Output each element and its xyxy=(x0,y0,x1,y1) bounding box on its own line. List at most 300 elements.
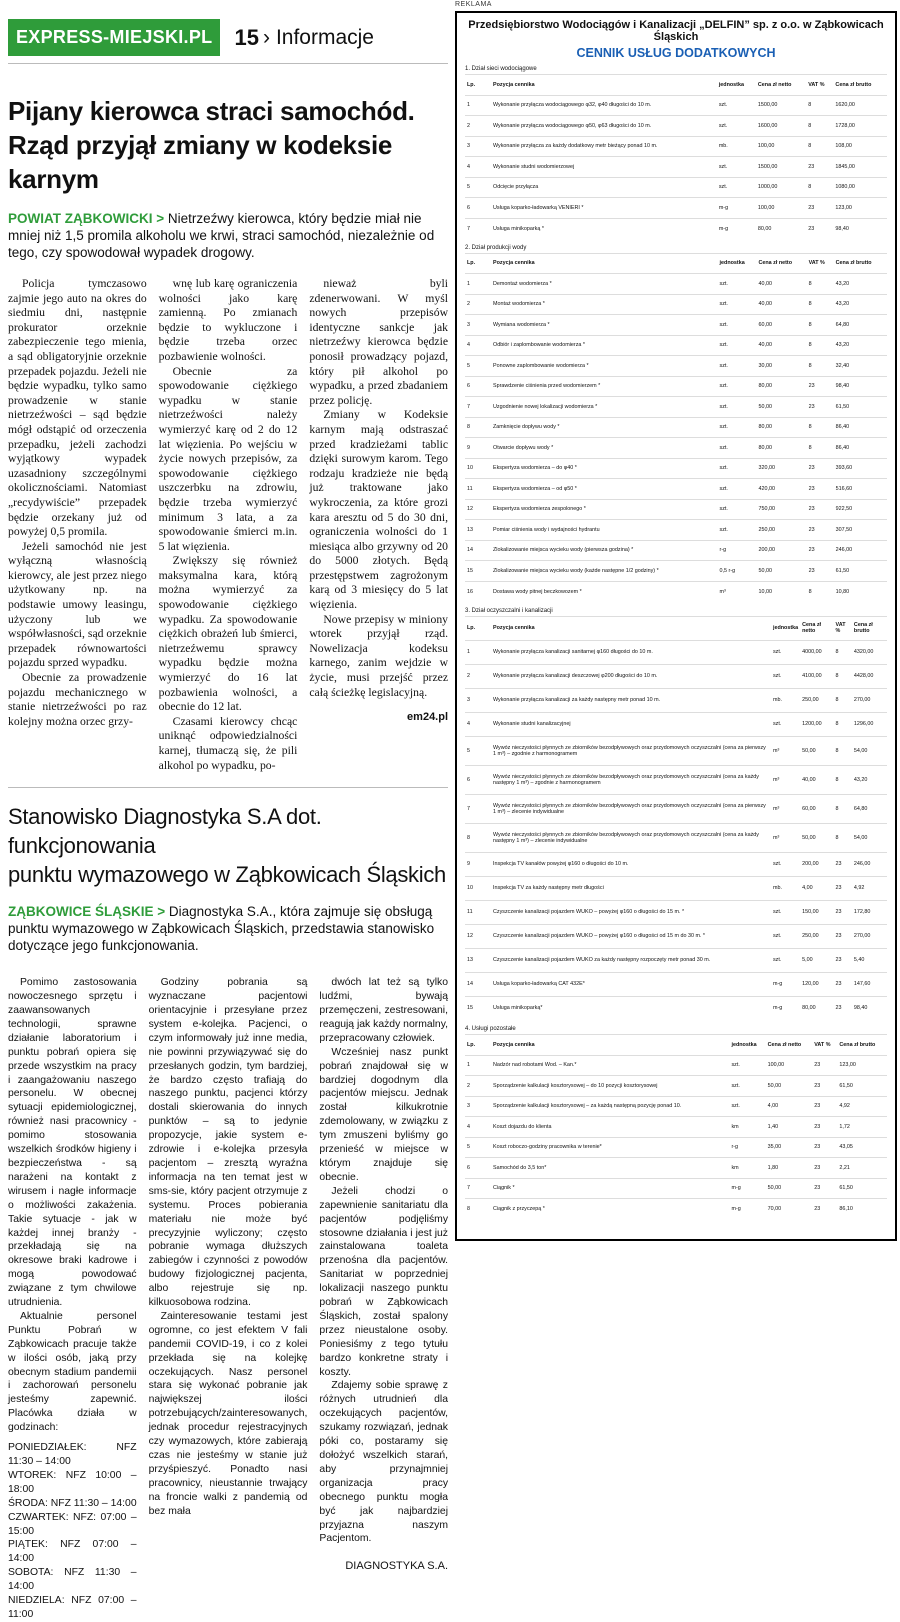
table-cell: m-g xyxy=(729,1199,765,1220)
table-row xyxy=(465,356,887,377)
table-row xyxy=(465,438,887,459)
table-cell: 2 xyxy=(465,116,491,137)
article1-title: Pijany kierowca straci samochód. Rząd przyjął zmiany w kodeksie karnym xyxy=(8,96,415,194)
table-cell: szt. xyxy=(729,1055,765,1076)
price-list-sections xyxy=(465,66,887,1219)
table-cell: m-g xyxy=(717,198,756,219)
table-cell: 23 xyxy=(807,540,834,561)
price-section-title: 2. Dział produkcji wody xyxy=(465,244,527,251)
table-cell: 43,05 xyxy=(837,1137,887,1158)
table-cell: 5 xyxy=(465,356,491,377)
table-cell: Wymiana wodomierza * xyxy=(491,315,718,336)
table-cell: Wykonanie studni wodomierzowej xyxy=(491,157,717,178)
table-cell: 86,10 xyxy=(837,1199,887,1220)
table-cell: szt. xyxy=(718,274,757,295)
column-header: Lp. xyxy=(465,75,491,96)
table-cell: mb. xyxy=(717,136,756,157)
table-cell: 1 xyxy=(465,1055,491,1076)
table-cell: 8 xyxy=(834,664,852,688)
article2-col3 xyxy=(319,976,448,1622)
table-cell: szt. xyxy=(717,177,756,198)
table-cell: Koszt roboczo-godziny pracownika w terenie* xyxy=(491,1137,729,1158)
table-cell: Sporządzenie kalkulacji kosztorysowej – do 10 pozycji kosztorysowej xyxy=(491,1076,729,1097)
table-row xyxy=(465,1055,887,1076)
column-header: Cena zł netto xyxy=(800,616,833,640)
table-cell: szt. xyxy=(718,479,757,500)
table-cell: 86,40 xyxy=(834,438,887,459)
table-cell: 4 xyxy=(465,335,491,356)
price-table xyxy=(465,1034,887,1219)
table-cell: 4,00 xyxy=(766,1096,813,1117)
article2-body xyxy=(8,976,448,1622)
table-cell: 23 xyxy=(834,924,852,948)
table-cell: 23 xyxy=(834,852,852,876)
table-cell: 6 xyxy=(465,1158,491,1179)
table-cell: 80,00 xyxy=(756,417,806,438)
table-cell: 4320,00 xyxy=(852,640,887,664)
table-cell: 23 xyxy=(807,499,834,520)
table-cell: 8 xyxy=(807,356,834,377)
hours-line: PONIEDZIAŁEK: NFZ 11:30 – 14:00 xyxy=(8,1442,137,1467)
table-cell: Wywóz nieczystości płynnych ze zbiorników bezodpływowych oraz przydomowych oczyszczalni (cena za każdy następny 1 m³) – zgodnie z harmonogramem xyxy=(491,765,771,794)
table-row xyxy=(465,1178,887,1199)
table-cell: 100,00 xyxy=(766,1055,813,1076)
paragraph: Nowe przepisy w miniony wtorek przyjął rząd. Nowelizacja kodeksu karnego, zanim wejdzie w życie, musi przejść przez całą ścieżkę legislacyjną. xyxy=(309,612,449,699)
table-header xyxy=(465,75,887,96)
table-cell: 246,00 xyxy=(834,540,887,561)
table-row xyxy=(465,664,887,688)
table-cell: 7 xyxy=(465,794,491,823)
table-cell: Czyszczenie kanalizacji pojazdem WUKO – powyżej φ160 o długości do 15 m. * xyxy=(491,900,771,924)
table-cell: 8 xyxy=(465,823,491,852)
table-cell: 8 xyxy=(806,95,833,116)
table-cell: 2,21 xyxy=(837,1158,887,1179)
article1-col3 xyxy=(309,277,448,773)
table-cell: 23 xyxy=(812,1178,837,1199)
table-cell: 150,00 xyxy=(800,900,833,924)
paragraph: Aktualnie personel Punktu Pobrań w Ząbkowicach pracuje także w ilości osób, jaką przy obecnym stadium pandemii i zachorowań personelu jesteśmy zapewnić. Placówka działa w godzinach: xyxy=(8,1310,137,1434)
paragraph: Jeżeli chodzi o zapewnienie sanitariatu dla pacjentów podjęliśmy stosowne działania i jest już zainstalowana toaleta przenośna dla pacjentów. Sanitariat w poprzedniej lokalizacji naszego punktu pobrań w Ząbkowicach Śląskich, został spalony przez nieustalone osoby. Poniesiśmy z tego tytułu bardzo konkretne straty i koszty. xyxy=(319,1185,449,1378)
table-cell: 1728,00 xyxy=(833,116,887,137)
table-cell: mb. xyxy=(771,688,800,712)
table-cell: 108,00 xyxy=(833,136,887,157)
column-header: jednostka xyxy=(717,75,756,96)
table-cell: 8 xyxy=(834,736,852,765)
table-cell: 15 xyxy=(465,996,491,1020)
hours-line: PIĄTEK: NFZ 07:00 – 14:00 xyxy=(8,1539,137,1565)
table-cell: szt. xyxy=(717,95,756,116)
table-cell: 14 xyxy=(465,540,491,561)
table-cell: 61,50 xyxy=(834,397,887,418)
column-header: Pozycja cennika xyxy=(491,253,718,274)
table-cell: m-g xyxy=(771,972,800,996)
paragraph: Pomimo zastosowania nowoczesnego sprzętu i zaawansowanych technologii, sprawne działanie laboratorium i punktu pobrań opiera się przede wszystkim na pracy i zaangażowaniu naszego personelu. W obecnej sytuacji epidemiologicznej, również nasi pracownicy - pomimo stosowania wszelkich środków higieny i bezpieczeństwa - są narażeni na kontakt z wirusem i nagłe informacje o możliwości zakażenia. Takie sytuacje - jak w każdej innej branży - przekładają się na okresowe braki kadrowe i mogą powodować związane z tym chwilowe utrudnienia. xyxy=(8,977,137,1309)
table-cell: Odbiór i zaplombowanie wodomierza * xyxy=(491,335,718,356)
table-cell: 1,40 xyxy=(766,1117,813,1138)
table-row xyxy=(465,294,887,315)
table-cell: szt. xyxy=(771,852,800,876)
table-cell: 4,92 xyxy=(852,876,887,900)
table-cell: 2 xyxy=(465,1076,491,1097)
table-cell: 123,00 xyxy=(833,198,887,219)
table-cell: Wywóz nieczystości płynnych ze zbiorników bezodpływowych oraz przydomowych oczyszczalni (cena za pierwszy 1 m³) – zlecenie indywidualne xyxy=(491,794,771,823)
table-row xyxy=(465,924,887,948)
table-cell: 4 xyxy=(465,157,491,178)
table-cell: szt. xyxy=(718,520,757,541)
table-row xyxy=(465,561,887,582)
article2-col1 xyxy=(8,976,137,1622)
table-cell: m³ xyxy=(771,794,800,823)
table-cell: Zlokalizowanie miejsca wycieku wody (pierwsza godzina) * xyxy=(491,540,718,561)
table-row xyxy=(465,499,887,520)
table-row xyxy=(465,136,887,157)
table-cell: 50,00 xyxy=(800,823,833,852)
table-header xyxy=(465,616,887,640)
table-row xyxy=(465,95,887,116)
table-cell: 98,40 xyxy=(852,996,887,1020)
table-cell: szt. xyxy=(771,900,800,924)
table-cell: Usługa koparko-ładowarką CAT 432E* xyxy=(491,972,771,996)
article1-signature: em24.pl xyxy=(407,711,449,724)
table-row xyxy=(465,198,887,219)
table-cell: 43,20 xyxy=(834,274,887,295)
opening-hours xyxy=(8,1441,137,1622)
table-cell: Wywóz nieczystości płynnych ze zbiorników bezodpływowych oraz przydomowych oczyszczalni (cena za pierwszy 1 m³) – zgodnie z harmonogramem xyxy=(491,736,771,765)
table-cell: 50,00 xyxy=(800,736,833,765)
table-cell: 4,00 xyxy=(800,876,833,900)
table-cell: 23 xyxy=(812,1199,837,1220)
table-cell: 40,00 xyxy=(756,274,806,295)
table-cell: 23 xyxy=(806,198,833,219)
paragraph: Obecnie za prowadzenie pojazdu mechanicznego w stanie nietrzeźwości po raz kolejny można orzec grzy- xyxy=(8,671,147,728)
table-cell: 23 xyxy=(807,561,834,582)
table-cell: 9 xyxy=(465,438,491,459)
table-cell: 250,00 xyxy=(800,688,833,712)
table-cell: 8 xyxy=(834,765,852,794)
table-cell: 50,00 xyxy=(766,1178,813,1199)
table-row xyxy=(465,736,887,765)
table-header xyxy=(465,1035,887,1056)
table-cell: 1000,00 xyxy=(756,177,806,198)
table-cell: 23 xyxy=(812,1158,837,1179)
table-cell: 23 xyxy=(834,948,852,972)
table-cell: 40,00 xyxy=(756,294,806,315)
price-table xyxy=(465,253,887,602)
left-column xyxy=(8,0,448,1622)
table-cell: Ekspertyza wodomierza – od φ50 * xyxy=(491,479,718,500)
table-row xyxy=(465,1076,887,1097)
column-header: VAT % xyxy=(806,75,833,96)
table-cell: Czyszczenie kanalizacji pojazdem WUKO – powyżej φ160 o długości od 15 m do 30 m. * xyxy=(491,924,771,948)
table-row xyxy=(465,794,887,823)
table-cell: Wykonanie przyłącza wodociągowego φ32, φ40 długości do 10 m. xyxy=(491,95,717,116)
table-row xyxy=(465,479,887,500)
table-cell: Demontaż wodomierza * xyxy=(491,274,718,295)
table-cell: 8 xyxy=(806,177,833,198)
table-row xyxy=(465,116,887,137)
table-cell: 1080,00 xyxy=(833,177,887,198)
table-cell: 14 xyxy=(465,972,491,996)
table-cell: Wykonanie przyłącza wodociągowego φ50, φ63 długości do 10 m. xyxy=(491,116,717,137)
table-cell: 250,00 xyxy=(756,520,806,541)
article1-col1 xyxy=(8,277,147,773)
table-cell: m³ xyxy=(771,736,800,765)
table-cell: Odcięcie przyłącza xyxy=(491,177,717,198)
hours-line: NIEDZIELA: NFZ 07:00 – 11:00 xyxy=(8,1595,137,1620)
table-cell: 10,80 xyxy=(834,581,887,602)
table-cell: 61,50 xyxy=(837,1178,887,1199)
table-cell: Dostawa wody pitnej beczkowozem * xyxy=(491,581,718,602)
table-cell: 100,00 xyxy=(756,198,806,219)
table-cell: 1500,00 xyxy=(756,157,806,178)
table-cell: 23 xyxy=(807,520,834,541)
table-cell: 1296,00 xyxy=(852,712,887,736)
table-cell: 61,50 xyxy=(834,561,887,582)
table-cell: Sprawdzenie ciśnienia przed wodomierzem * xyxy=(491,376,718,397)
table-cell: 2 xyxy=(465,294,491,315)
table-cell: 8 xyxy=(807,581,834,602)
table-cell: 4 xyxy=(465,1117,491,1138)
table-cell: 1500,00 xyxy=(756,95,806,116)
table-cell: 5 xyxy=(465,177,491,198)
table-cell: 8 xyxy=(834,640,852,664)
table-cell: 8 xyxy=(465,1199,491,1220)
price-table xyxy=(465,74,887,239)
table-row xyxy=(465,397,887,418)
column-header: Lp. xyxy=(465,253,491,274)
table-cell: 16 xyxy=(465,581,491,602)
table-row xyxy=(465,972,887,996)
article1-body xyxy=(8,277,448,773)
table-cell: 3 xyxy=(465,688,491,712)
table-cell: Pomiar ciśnienia wody i wydajności hydrantu xyxy=(491,520,718,541)
table-row xyxy=(465,948,887,972)
table-cell: 80,00 xyxy=(756,376,806,397)
table-cell: 70,00 xyxy=(766,1199,813,1220)
paragraph: Zdajemy sobie sprawę z różnych utrudnień dla oczekujących pacjentów, szukamy rozwiązań, jednak póki co, postaramy się dołożyć wszelkich starań, aby przynajmniej organizacja pracy obecnego punktu mogła być jak najbardziej przyjazna naszym Pacjentom. xyxy=(319,1380,449,1545)
table-cell: 23 xyxy=(812,1137,837,1158)
table-row xyxy=(465,1117,887,1138)
table-row xyxy=(465,640,887,664)
hours-line: WTOREK: NFZ 10:00 – 18:00 xyxy=(8,1469,137,1495)
table-cell: 8 xyxy=(834,794,852,823)
table-row xyxy=(465,1096,887,1117)
article2-col2 xyxy=(149,976,308,1622)
table-cell: m³ xyxy=(771,765,800,794)
column-header: jednostka xyxy=(729,1035,765,1056)
table-cell: 5 xyxy=(465,736,491,765)
table-cell: r-g xyxy=(729,1137,765,1158)
table-cell: Wykonanie przyłącza za każdy dodatkowy metr bieżący ponad 10 m. xyxy=(491,136,717,157)
price-section-title: 3. Dział oczyszczalni i kanalizacji xyxy=(465,607,553,614)
table-row xyxy=(465,852,887,876)
table-cell: 10,00 xyxy=(756,581,806,602)
table-cell: 12 xyxy=(465,924,491,948)
hours-line: SOBOTA: NFZ 11:30 – 14:00 xyxy=(8,1567,137,1593)
table-cell: 12 xyxy=(465,499,491,520)
table-cell: km xyxy=(729,1158,765,1179)
section-arrow: › xyxy=(262,25,270,49)
article1-lead: POWIAT ZĄBKOWICKI > Nietrzeźwy kierowca, który będzie miał nie mniej niż 1,5 promila alkoholu we krwi, straci samochód, niezależnie od tego, czy spowodował wypadek drogowy. xyxy=(8,211,435,260)
table-cell: Nadzór nad robotami Wod. – Kan.* xyxy=(491,1055,729,1076)
article2-lead: ZĄBKOWICE ŚLĄSKIE > Diagnostyka S.A., która zajmuje się obsługą punktu wymazowego w Ząbkowicach Śląskich, przedstawia stanowisko dotyczące jego funkcjonowania. xyxy=(8,904,435,954)
table-cell: 40,00 xyxy=(756,335,806,356)
table-cell: 3 xyxy=(465,315,491,336)
column-header: Cena zł brutto xyxy=(833,75,887,96)
table-cell: szt. xyxy=(718,438,757,459)
paragraph: Zwiększy się również maksymalna kara, którą można wymierzyć za spowodowanie ciężkiego wypadku. Za spowodowanie ciężkich obrażeń lub śmierci, nietrzeźwemu sprawcy wypadku będzie można wymierzyć do 16 lat pozbawienia wolności, a obecnie do 12 lat. xyxy=(158,554,298,714)
column-header: Cena zł netto xyxy=(756,253,806,274)
table-cell: 1200,00 xyxy=(800,712,833,736)
paragraph: Policja tymczasowo zajmie jego auto na okres do siedmiu dni, następnie prokurator orzeknie zabezpieczenie tego mienia, a sąd obligatoryjnie orzeknie przepadek pojazdu. Jeżeli nie będzie wypadku, tylko samo prowadzenie w stanie nietrzeźwości – sąd będzie mógł odstąpić od orzeczenia przepadku, jeżeli zachodzi wyjątkowy wypadek uzasadniony szczególnymi okolicznościami. Natomiast „recydywiście” przepadek będzie orzekany już od powyżej 0,5 promila. xyxy=(8,277,147,539)
paragraph: Czasami kierowcy chcąc uniknąć odpowiedzialności karnej, tłumaczą się, że pili alkohol po wypadku, po- xyxy=(158,714,298,772)
table-cell: 4000,00 xyxy=(800,640,833,664)
table-cell: 7 xyxy=(465,218,491,239)
table-cell: 50,00 xyxy=(766,1076,813,1097)
column-header: Cena zł brutto xyxy=(837,1035,887,1056)
table-cell: 23 xyxy=(834,996,852,1020)
table-row xyxy=(465,417,887,438)
table-cell: szt. xyxy=(718,458,757,479)
table-row xyxy=(465,996,887,1020)
page-number: 15 xyxy=(234,24,259,50)
table-cell: 750,00 xyxy=(756,499,806,520)
table-cell: 10 xyxy=(465,458,491,479)
table-cell: szt. xyxy=(771,712,800,736)
site-logo[interactable]: EXPRESS-MIEJSKI.PL xyxy=(8,19,220,56)
table-cell: r-g xyxy=(718,540,757,561)
table-cell: 13 xyxy=(465,948,491,972)
table-cell: szt. xyxy=(771,948,800,972)
table-cell: Koszt dojazdu do klienta xyxy=(491,1117,729,1138)
table-cell: 98,40 xyxy=(834,376,887,397)
table-cell: 307,50 xyxy=(834,520,887,541)
table-cell: 123,00 xyxy=(837,1055,887,1076)
table-cell: 54,00 xyxy=(852,736,887,765)
price-table xyxy=(465,616,887,1021)
table-cell: 9 xyxy=(465,852,491,876)
table-cell: szt. xyxy=(771,924,800,948)
table-cell: 6 xyxy=(465,765,491,794)
paragraph: Zainteresowanie testami jest ogromne, co jest efektem V fali pandemii COVID-19, i co z kolei przekłada się na kolejkę oczekujących. Nasz personel stara się wykonać pobranie jak największej ilości potrzebujących/zainteresowanych, jednak procedur rejestracyjnych czy wymazowych, które zabierają czas nie jesteśmy w stanie już przyśpieszyć. Ponadto nasi pracownicy, nieustannie trwający na froncie walki z pandemią od bez mała xyxy=(148,1310,308,1517)
column-header: jednostka xyxy=(718,253,757,274)
table-cell: 8 xyxy=(834,712,852,736)
table-cell: 200,00 xyxy=(800,852,833,876)
column-header: VAT % xyxy=(812,1035,837,1056)
table-cell: 80,00 xyxy=(800,996,833,1020)
table-cell: 3 xyxy=(465,136,491,157)
column-header: Cena zł netto xyxy=(756,75,806,96)
table-cell: szt. xyxy=(718,294,757,315)
table-row xyxy=(465,157,887,178)
table-cell: m³ xyxy=(771,823,800,852)
table-cell: km xyxy=(729,1117,765,1138)
table-cell: 4100,00 xyxy=(800,664,833,688)
table-cell: 32,40 xyxy=(834,356,887,377)
column-header: Cena zł brutto xyxy=(834,253,887,274)
table-cell: 1,72 xyxy=(837,1117,887,1138)
table-cell: szt. xyxy=(729,1096,765,1117)
column-header: Cena zł netto xyxy=(766,1035,813,1056)
table-cell: 5 xyxy=(465,1137,491,1158)
table-cell: 50,00 xyxy=(756,397,806,418)
table-cell: 60,00 xyxy=(800,794,833,823)
table-cell: Wykonanie studni kanalizacyjnej xyxy=(491,712,771,736)
table-row xyxy=(465,274,887,295)
price-section-title: 1. Dział sieci wodociągowe xyxy=(465,66,537,72)
table-cell: 270,00 xyxy=(852,688,887,712)
column-header: Pozycja cennika xyxy=(491,1035,729,1056)
table-cell: Wykonanie przyłącza kanalizacji za każdy następny metr ponad 10 m. xyxy=(491,688,771,712)
column-header: Lp. xyxy=(465,1035,491,1056)
hours-line: CZWARTEK: NFZ: 07:00 – 15:00 xyxy=(8,1511,137,1537)
table-cell: 1845,00 xyxy=(833,157,887,178)
column-header: VAT % xyxy=(807,253,834,274)
company-name: Przedsiębiorstwo Wodociągów i Kanalizacji „DELFIN” sp. z o.o. w Ząbkowicach Śląskich xyxy=(468,19,884,43)
table-cell: 23 xyxy=(834,900,852,924)
table-row xyxy=(465,520,887,541)
table-cell: szt. xyxy=(717,157,756,178)
table-cell: Zamknięcie dopływu wody * xyxy=(491,417,718,438)
paragraph: dwóch lat też są tylko ludźmi, bywają przemęczeni, zestresowani, reagują jak każdy normalny, przepracowany człowiek. xyxy=(319,977,449,1044)
table-cell: Inspekcja TV za każdy następny metr długości xyxy=(491,876,771,900)
table-cell: 6 xyxy=(465,198,491,219)
table-cell: 4428,00 xyxy=(852,664,887,688)
table-cell: 516,60 xyxy=(834,479,887,500)
table-cell: 30,00 xyxy=(756,356,806,377)
table-row xyxy=(465,688,887,712)
table-cell: szt. xyxy=(771,664,800,688)
table-cell: 23 xyxy=(807,397,834,418)
table-cell: m³ xyxy=(718,581,757,602)
table-cell: szt. xyxy=(718,499,757,520)
table-cell: 1600,00 xyxy=(756,116,806,137)
table-row xyxy=(465,876,887,900)
column-header: Pozycja cennika xyxy=(491,75,717,96)
table-cell: Samochód do 3,5 ton* xyxy=(491,1158,729,1179)
table-cell: 147,60 xyxy=(852,972,887,996)
table-cell: 250,00 xyxy=(800,924,833,948)
table-cell: 1620,00 xyxy=(833,95,887,116)
table-cell: 4,92 xyxy=(837,1096,887,1117)
table-row xyxy=(465,823,887,852)
table-cell: szt. xyxy=(718,315,757,336)
paragraph: wnę lub karę ograniczenia wolności jako karę zamienną. Po zmianach będzie to wykluczone i będzie trzeba orzec pozbawienie wolności. xyxy=(158,277,298,363)
table-cell: 23 xyxy=(806,218,833,239)
table-cell: 43,20 xyxy=(834,294,887,315)
table-cell: szt. xyxy=(718,417,757,438)
table-cell: 393,60 xyxy=(834,458,887,479)
table-cell: Ekspertyza wodomierza zespolonego * xyxy=(491,499,718,520)
table-cell: 172,80 xyxy=(852,900,887,924)
table-cell: 43,20 xyxy=(852,765,887,794)
table-cell: Usługa koparko-ładowarką VENIERI * xyxy=(491,198,717,219)
table-cell: 5,00 xyxy=(800,948,833,972)
table-cell: 5,40 xyxy=(852,948,887,972)
table-row xyxy=(465,458,887,479)
table-cell: 60,00 xyxy=(756,315,806,336)
table-cell: 8 xyxy=(806,136,833,157)
table-cell: 7 xyxy=(465,1178,491,1199)
advertisement xyxy=(455,0,897,1241)
table-cell: m-g xyxy=(729,1178,765,1199)
table-cell: 8 xyxy=(807,417,834,438)
column-header: Lp. xyxy=(465,616,491,640)
column-header: Cena zł brutto xyxy=(852,616,887,640)
table-cell: 270,00 xyxy=(852,924,887,948)
table-cell: 98,40 xyxy=(833,218,887,239)
table-cell: 86,40 xyxy=(834,417,887,438)
